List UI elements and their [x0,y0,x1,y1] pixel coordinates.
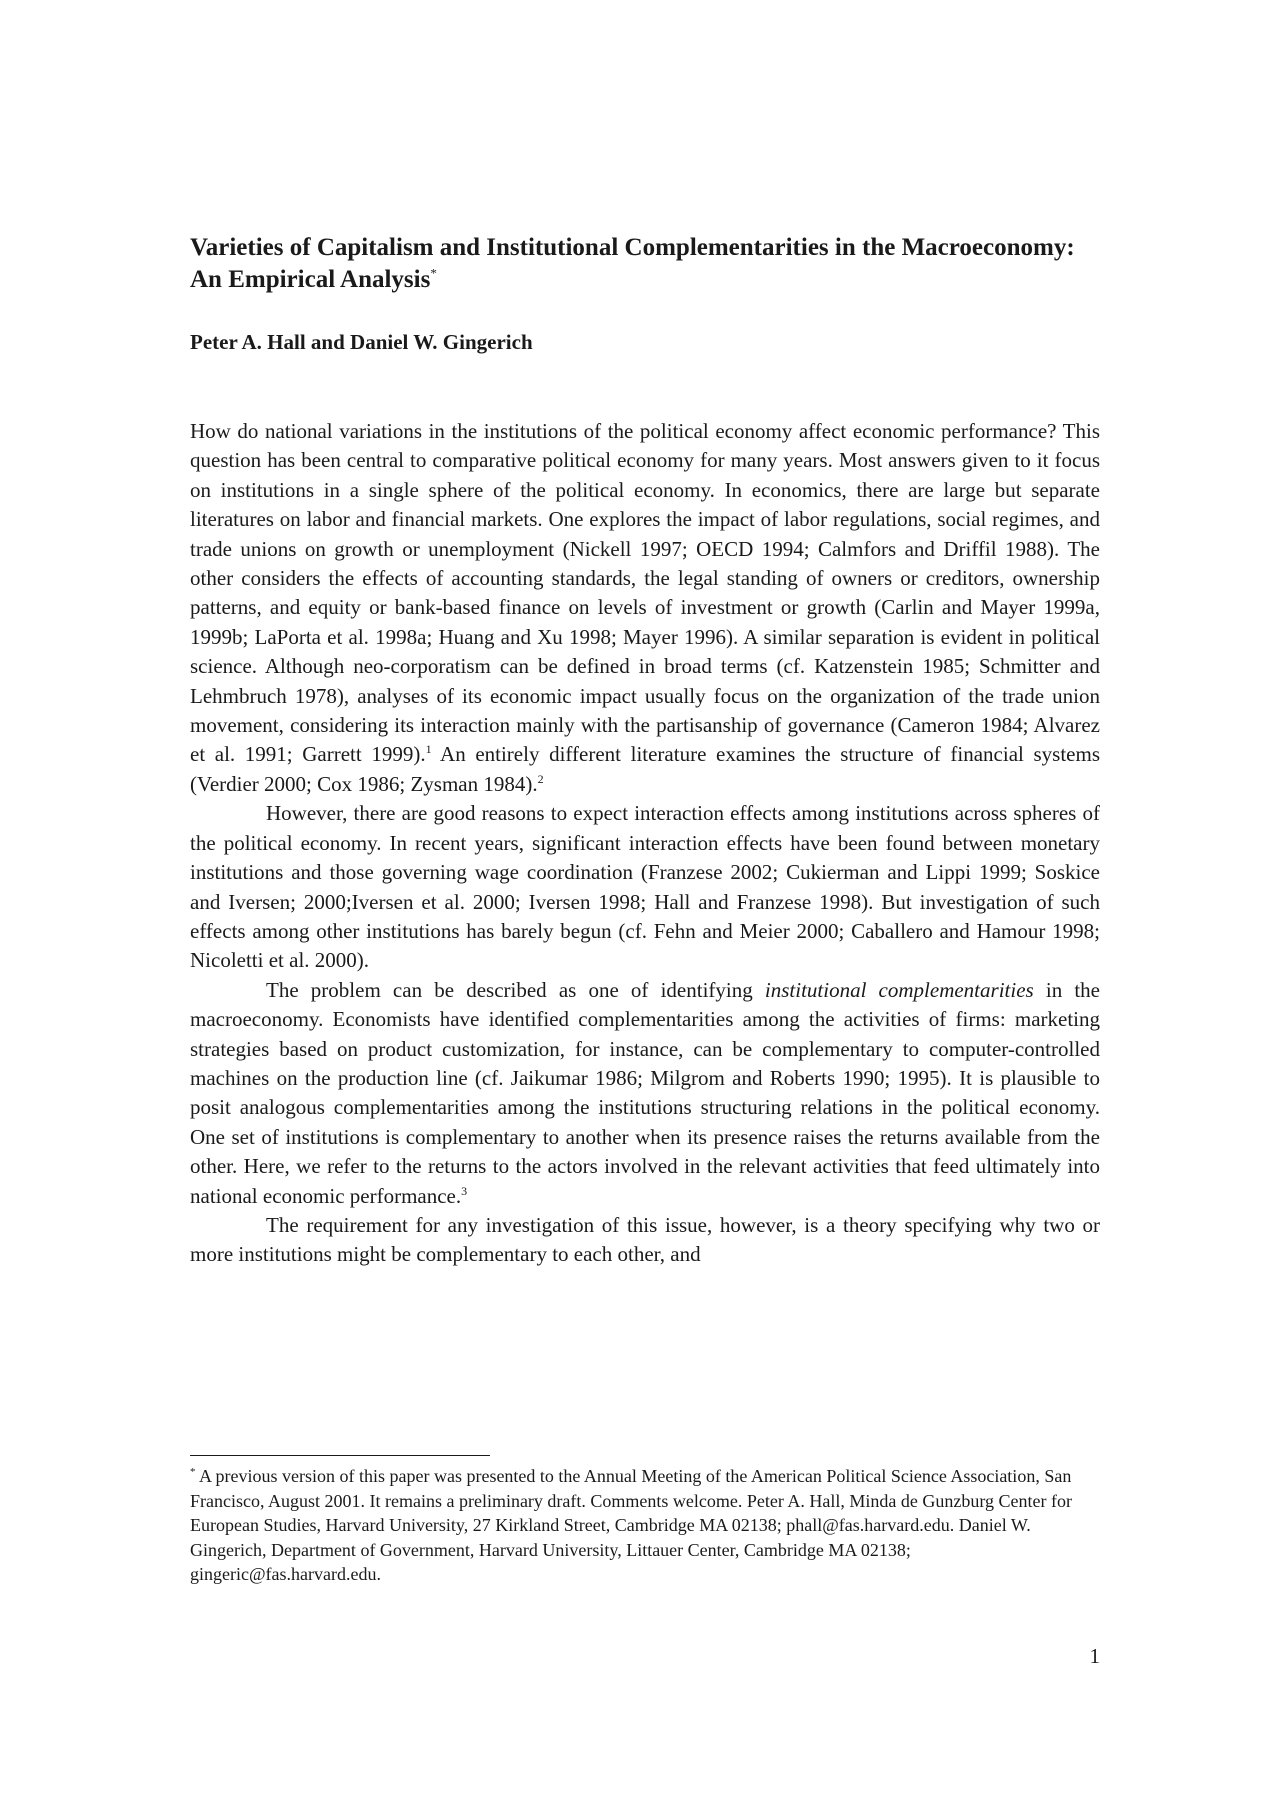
footnote-ref-2: 2 [537,771,544,786]
page-number: 1 [1089,1644,1100,1668]
paragraph-3-text: The problem can be described as one of identifying [266,977,765,1002]
paragraph-4: The requirement for any investigation of this issue, however, is a theory specifying why two or more institutions might be complementary to each other, and [190,1212,1100,1267]
footnote-ref-1: 1 [425,742,432,757]
footnote-marker: * [190,1466,196,1478]
title-footnote-marker: * [430,265,437,281]
paragraph-2: However, there are good reasons to expect interaction effects among institutions across spheres of the political economy. In recent years, significant interaction effects have been found between monetary institutions and those governing wage coordination (Franzese 2002; Cukierman and Lippi 1999; Soskice and Iversen; 2000;Iversen et al. 2000; Iversen 1998; Hall and Franzese 1998). But investigation of such effects among other institutions has barely begun (cf. Fehn and Meier 2000; Caballero and Hamour 1998; Nicoletti et al. 2000). [190,801,1100,973]
paragraph-3-text-cont: in the macroeconomy. Economists have identified complementarities among the activities of firms: marketing strategies based on product customization, for instance, can be complementary to computer-controlled machines on the production line (cf. Jaikumar 1986; Milgrom and Roberts 1990; 1995). It is plausible to posit analogous complementarities among the institutions structuring relations in the political economy. One set of institutions is complementary to another when its presence raises the returns available from the other. Here, we refer to the returns to the actors involved in the relevant activities that feed ultimately into national economic performance. [190,977,1100,1208]
paper-title-text: Varieties of Capitalism and Institutional Complementarities in the Macroeconomy: An Empirical Analysis [190,234,1075,293]
footnote-divider [190,1455,490,1456]
footnote-ref-3: 3 [461,1183,468,1198]
paragraph-3 [190,976,1100,1211]
paragraph-1 [190,417,1100,799]
paragraph-3-emphasis: institutional complementarities [764,977,1034,1002]
body-text [190,417,1100,1270]
paper-title [190,232,1110,296]
paragraph-1-text: How do national variations in the institutions of the political economy affect economic performance? This question has been central to comparative political economy for many years. Most answers given to it focus on institutions in a single sphere of the political economy. In economics, there are large but separate literatures on labor and financial markets. One explores the impact of labor regulations, social regimes, and trade unions on growth or unemployment (Nickell 1997; OECD 1994; Calmfors and Driffil 1988). The other considers the effects of accounting standards, the legal standing of owners or creditors, ownership patterns, and equity or bank-based finance on levels of investment or growth (Carlin and Mayer 1999a, 1999b; LaPorta et al. 1998a; Huang and Xu 1998; Mayer 1996). A similar separation is evident in political science. Although neo-corporatism can be defined in broad terms (cf. Katzenstein 1985; Schmitter and Lehmbruch 1978), analyses of its economic impact usually focus on the organization of the trade union movement, considering its interaction mainly with the partisanship of governance (Cameron 1984; Alvarez et al. 1991; Garrett 1999). [190,419,1100,767]
author-line: Peter A. Hall and Daniel W. Gingerich [190,330,533,354]
footnote-text: A previous version of this paper was presented to the Annual Meeting of the American Political Science Association, San Francisco, August 2001. It remains a preliminary draft. Comments welcome. Peter A. Hall, Minda de Gunzburg Center for European Studies, Harvard University, 27 Kirkland Street, Cambridge MA 02138; phall@fas.harvard.edu. Daniel W. Gingerich, Department of Government, Harvard University, Littauer Center, Cambridge MA 02138; gingeric@fas.harvard.edu. [190,1466,1072,1584]
footnote [190,1464,1100,1587]
paragraph-1-text-cont: An entirely different literature examines the structure of financial systems (Verdier 2000; Cox 1986; Zysman 1984). [190,742,1100,796]
